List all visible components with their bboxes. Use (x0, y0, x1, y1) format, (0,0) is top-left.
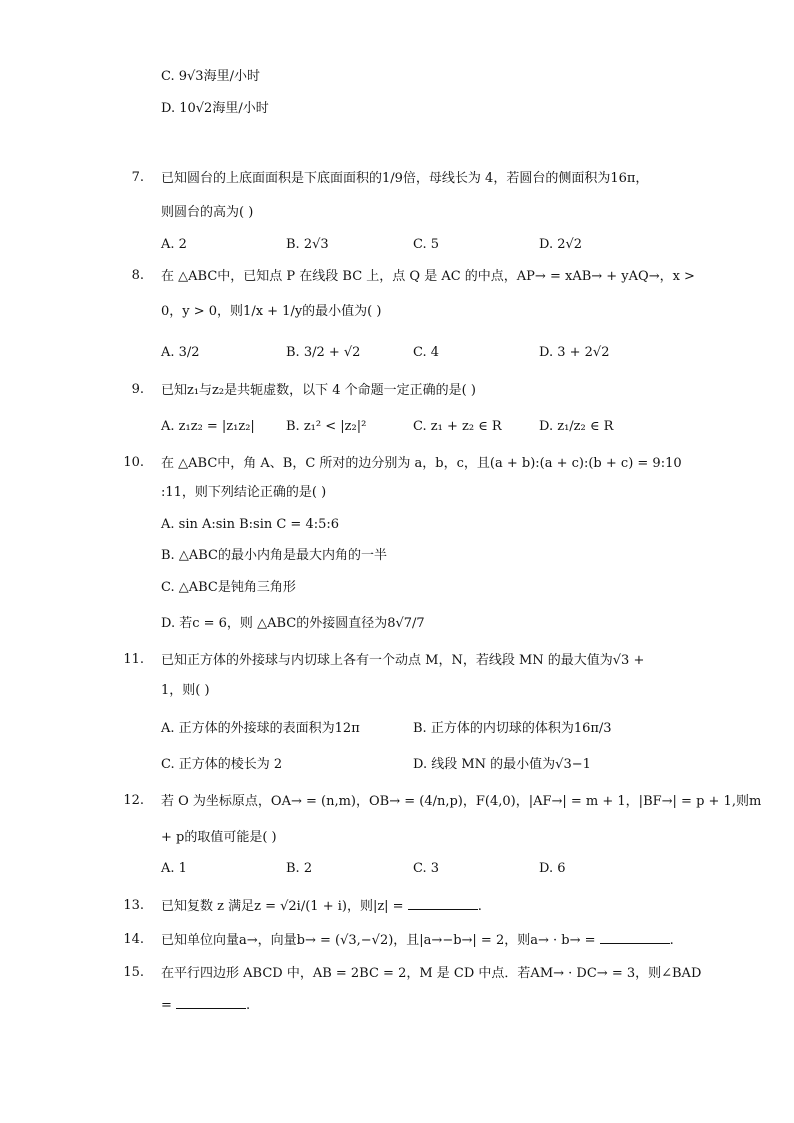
option-d: D. z₁/z₂ ∈ R (539, 419, 614, 434)
trailing-period: . (669, 933, 674, 948)
option-b: B. 2√3 (286, 237, 329, 252)
question-stem-line: 已知正方体的外接球与内切球上各有一个动点 M，N，若线段 MN 的最大值为√3 + (161, 653, 645, 668)
option-c: C. 5 (413, 237, 440, 252)
question-stem-line: 已知圆台的上底面面积是下底面面积的1/9倍，母线长为 4，若圆台的侧面积为16π， (161, 171, 649, 186)
option-d: D. 若c = 6，则 △ABC的外接圆直径为8√7/7 (161, 616, 425, 631)
question-stem-line (161, 898, 482, 916)
option-b: B. 2 (286, 861, 313, 876)
option-b: B. △ABC的最小内角是最大内角的一半 (161, 548, 387, 563)
question-number: 12. (123, 793, 144, 808)
answer-blank[interactable] (600, 943, 670, 944)
question-number: 10. (123, 455, 144, 470)
question-stem-line: 已知z₁与z₂是共轭虚数，以下 4 个命题一定正确的是( ) (161, 383, 476, 398)
option-c: C. 4 (413, 345, 440, 360)
option-d: D. 2√2 (539, 237, 583, 252)
question-number: 8. (131, 268, 144, 283)
option-a: A. 正方体的外接球的表面积为12π (161, 721, 360, 736)
option-d: D. 10√2海里/小时 (161, 101, 269, 116)
option-c: C. 9√3海里/小时 (161, 69, 260, 84)
option-b: B. z₁² < |z₂|² (286, 419, 367, 434)
question-number: 9. (131, 382, 144, 397)
question-number: 14. (123, 932, 144, 947)
option-a: A. 2 (161, 237, 187, 252)
question-stem-line (161, 932, 674, 950)
question-stem-line: 0，y > 0，则1/x + 1/y的最小值为( ) (161, 304, 382, 319)
option-a: A. 3/2 (161, 345, 200, 360)
question-number: 7. (131, 170, 144, 185)
trailing-period: . (477, 899, 482, 914)
question-stem-line: 1，则( ) (161, 683, 210, 698)
option-c: C. △ABC是钝角三角形 (161, 580, 296, 595)
question-stem-text: 已知复数 z 满足z = √2i/(1 + i)，则|z| = (161, 899, 404, 914)
question-number: 13. (123, 898, 144, 913)
question-stem-line: 在 △ABC中，角 A、B，C 所对的边分别为 a，b，c，且(a + b):(a + c):(b + c) = 9:10 (161, 456, 682, 471)
answer-blank[interactable] (176, 1008, 246, 1009)
option-a: A. 1 (161, 861, 187, 876)
option-c: C. 3 (413, 861, 440, 876)
option-d: D. 线段 MN 的最小值为√3−1 (413, 757, 591, 772)
question-stem-line (161, 997, 250, 1015)
trailing-period: . (246, 998, 251, 1013)
option-b: B. 3/2 + √2 (286, 345, 361, 360)
question-stem-line: + p的取值可能是( ) (161, 830, 277, 845)
question-stem-line: 在 △ABC中，已知点 P 在线段 BC 上，点 Q 是 AC 的中点，AP→ = xAB→ + yAQ→，x > (161, 269, 695, 284)
option-a: A. z₁z₂ = |z₁z₂| (161, 419, 255, 434)
option-d: D. 3 + 2√2 (539, 345, 610, 360)
option-d: D. 6 (539, 861, 566, 876)
answer-blank[interactable] (408, 909, 478, 910)
option-c: C. z₁ + z₂ ∈ R (413, 419, 502, 434)
question-stem-text: = (161, 998, 172, 1013)
option-b: B. 正方体的内切球的体积为16π/3 (413, 721, 612, 736)
option-a: A. sin A:sin B:sin C = 4:5:6 (161, 517, 340, 532)
question-stem-line: :11，则下列结论正确的是( ) (161, 485, 327, 500)
question-number: 15. (123, 965, 144, 980)
question-stem-line: 在平行四边形 ABCD 中，AB = 2BC = 2，M 是 CD 中点．若AM→ · DC→ = 3，则∠BAD (161, 966, 702, 981)
question-stem-line: 若 O 为坐标原点，OA→ = (n,m)，OB→ = (4/n,p)，F(4,0)，|AF→| = m + 1，|BF→| = p + 1,则m (161, 794, 762, 809)
question-number: 11. (123, 652, 144, 667)
option-c: C. 正方体的棱长为 2 (161, 757, 283, 772)
question-stem-text: 已知单位向量a→，向量b→ = (√3,−√2)，且|a→−b→| = 2，则a→ · b→ = (161, 933, 596, 948)
question-stem-line: 则圆台的高为( ) (161, 205, 254, 220)
